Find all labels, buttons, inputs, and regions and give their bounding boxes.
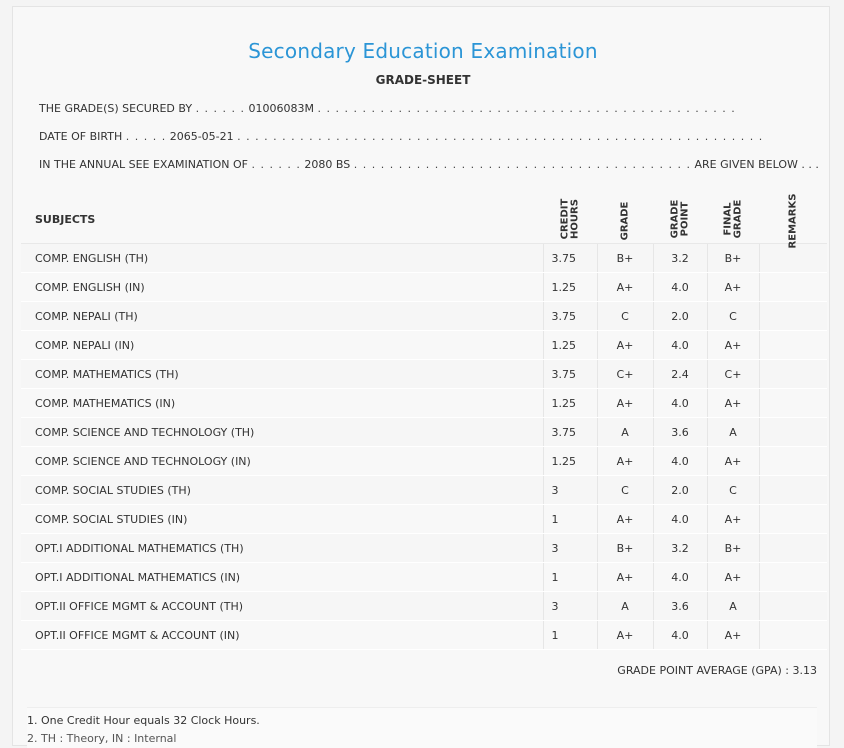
- subject-cell: COMP. SOCIAL STUDIES (TH): [21, 476, 543, 505]
- subject-cell: COMP. NEPALI (IN): [21, 331, 543, 360]
- credit-hours-cell: 1: [543, 621, 597, 650]
- final-grade-cell: C: [707, 302, 759, 331]
- secured-by-label: THE GRADE(S) SECURED BY: [39, 102, 193, 115]
- note-item: 1. One Credit Hour equals 32 Clock Hours.: [27, 714, 260, 727]
- exam-label: IN THE ANNUAL SEE EXAMINATION OF: [39, 158, 248, 171]
- final-grade-cell: A+: [707, 331, 759, 360]
- credit-hours-cell: 3: [543, 534, 597, 563]
- final-grade-cell: A+: [707, 389, 759, 418]
- credit-hours-cell: 1.25: [543, 331, 597, 360]
- final-grade-cell: A+: [707, 621, 759, 650]
- subject-cell: COMP. ENGLISH (TH): [21, 244, 543, 273]
- final-grade-cell: A: [707, 418, 759, 447]
- grade-point-cell: 4.0: [653, 389, 707, 418]
- table-row: [21, 447, 827, 476]
- remarks-cell: [759, 621, 827, 650]
- table-row: [21, 273, 827, 302]
- grade-point-cell: 4.0: [653, 447, 707, 476]
- subject-cell: COMP. SCIENCE AND TECHNOLOGY (IN): [21, 447, 543, 476]
- final-grade-cell: A+: [707, 273, 759, 302]
- table-row: [21, 244, 827, 273]
- credit-hours-cell: 1: [543, 563, 597, 592]
- grade-cell: A+: [597, 621, 653, 650]
- gpa-summary: GRADE POINT AVERAGE (GPA) : 3.13: [617, 664, 817, 677]
- grade-point-cell: 3.6: [653, 418, 707, 447]
- table-row: [21, 505, 827, 534]
- table-row: [21, 621, 827, 650]
- grades-table-wrapper: [21, 195, 827, 650]
- subject-cell: OPT.II OFFICE MGMT & ACCOUNT (IN): [21, 621, 543, 650]
- grade-cell: B+: [597, 244, 653, 273]
- grade-cell: A+: [597, 331, 653, 360]
- final-grade-cell: B+: [707, 244, 759, 273]
- subject-cell: COMP. SOCIAL STUDIES (IN): [21, 505, 543, 534]
- grade-header: GRADE: [597, 195, 653, 244]
- subject-cell: COMP. MATHEMATICS (IN): [21, 389, 543, 418]
- table-row: [21, 389, 827, 418]
- final-grade-cell: B+: [707, 534, 759, 563]
- dots: . . . . . . . . . . . . . . . . . . . . . . . . . . . . . . . . . . . . . .: [353, 158, 691, 171]
- grade-cell: C: [597, 476, 653, 505]
- remarks-cell: [759, 360, 827, 389]
- note-item: 2. TH : Theory, IN : Internal: [27, 732, 177, 745]
- dob-label: DATE OF BIRTH: [39, 130, 123, 143]
- grade-point-cell: 2.0: [653, 476, 707, 505]
- dots: . . . . .: [125, 130, 167, 143]
- remarks-cell: [759, 592, 827, 621]
- remarks-cell: [759, 505, 827, 534]
- table-row: [21, 331, 827, 360]
- credit-hours-cell: 3.75: [543, 244, 597, 273]
- secured-by-line: [39, 102, 736, 115]
- grade-sheet-heading: GRADE-SHEET: [375, 73, 471, 87]
- grade-point-cell: 2.4: [653, 360, 707, 389]
- grade-cell: A+: [597, 273, 653, 302]
- grade-cell: A+: [597, 505, 653, 534]
- grade-cell: A+: [597, 389, 653, 418]
- credit-hours-header: CREDIT HOURS: [543, 195, 597, 244]
- grade-cell: A: [597, 592, 653, 621]
- exam-suffix: ARE GIVEN BELOW . . .: [694, 158, 819, 171]
- remarks-cell: [759, 563, 827, 592]
- grade-point-cell: 4.0: [653, 505, 707, 534]
- grade-cell: C+: [597, 360, 653, 389]
- final-grade-cell: C+: [707, 360, 759, 389]
- dots: . . . . . . . . . . . . . . . . . . . . . . . . . . . . . . . . . . . . . . . . . . . . . . . . . . . . . . . . . . .: [237, 130, 764, 143]
- grade-cell: A+: [597, 563, 653, 592]
- dots: . . . . . . . . . . . . . . . . . . . . . . . . . . . . . . . . . . . . . . . . . . . . . . .: [317, 102, 736, 115]
- final-grade-cell: A: [707, 592, 759, 621]
- subject-cell: COMP. MATHEMATICS (TH): [21, 360, 543, 389]
- final-grade-cell: A+: [707, 505, 759, 534]
- credit-hours-cell: 3.75: [543, 360, 597, 389]
- final-grade-cell: C: [707, 476, 759, 505]
- table-row: [21, 563, 827, 592]
- credit-hours-cell: 3.75: [543, 418, 597, 447]
- table-row: [21, 592, 827, 621]
- grade-point-header: GRADE POINT: [653, 195, 707, 244]
- remarks-cell: [759, 273, 827, 302]
- remarks-header: REMARKS: [759, 195, 827, 244]
- notes: [27, 707, 817, 748]
- dob-line: [39, 130, 763, 143]
- credit-hours-cell: 3: [543, 476, 597, 505]
- credit-hours-cell: 1.25: [543, 447, 597, 476]
- grade-point-cell: 2.0: [653, 302, 707, 331]
- grade-point-cell: 3.6: [653, 592, 707, 621]
- grade-cell: A+: [597, 447, 653, 476]
- subject-cell: COMP. NEPALI (TH): [21, 302, 543, 331]
- subject-cell: OPT.I ADDITIONAL MATHEMATICS (TH): [21, 534, 543, 563]
- grade-cell: C: [597, 302, 653, 331]
- remarks-cell: [759, 447, 827, 476]
- remarks-cell: [759, 389, 827, 418]
- credit-hours-cell: 3.75: [543, 302, 597, 331]
- grade-point-cell: 4.0: [653, 563, 707, 592]
- grade-cell: B+: [597, 534, 653, 563]
- credit-hours-cell: 1.25: [543, 273, 597, 302]
- table-row: [21, 302, 827, 331]
- remarks-cell: [759, 534, 827, 563]
- final-grade-cell: A+: [707, 447, 759, 476]
- final-grade-cell: A+: [707, 563, 759, 592]
- dots: . . . . . .: [251, 158, 301, 171]
- table-row: [21, 476, 827, 505]
- remarks-cell: [759, 302, 827, 331]
- symbol-number: 01006083M: [248, 102, 315, 115]
- exam-year: 2080 BS: [304, 158, 351, 171]
- table-row: [21, 360, 827, 389]
- final-grade-header: FINAL GRADE: [707, 195, 759, 244]
- dots: . . . . . .: [195, 102, 246, 115]
- remarks-cell: [759, 418, 827, 447]
- table-row: [21, 418, 827, 447]
- credit-hours-cell: 3: [543, 592, 597, 621]
- grade-point-cell: 3.2: [653, 244, 707, 273]
- grade-point-cell: 3.2: [653, 534, 707, 563]
- page-title: Secondary Education Examination: [248, 39, 598, 63]
- credit-hours-cell: 1.25: [543, 389, 597, 418]
- grades-table: [21, 195, 827, 650]
- subject-cell: COMP. ENGLISH (IN): [21, 273, 543, 302]
- subject-cell: COMP. SCIENCE AND TECHNOLOGY (TH): [21, 418, 543, 447]
- grade-cell: A: [597, 418, 653, 447]
- credit-hours-cell: 1: [543, 505, 597, 534]
- table-header-row: [21, 195, 827, 244]
- dob-value: 2065-05-21: [169, 130, 234, 143]
- grade-point-cell: 4.0: [653, 331, 707, 360]
- grade-point-cell: 4.0: [653, 621, 707, 650]
- subject-cell: OPT.I ADDITIONAL MATHEMATICS (IN): [21, 563, 543, 592]
- grade-point-cell: 4.0: [653, 273, 707, 302]
- table-row: [21, 534, 827, 563]
- grade-sheet: [12, 6, 830, 746]
- subjects-header: SUBJECTS: [21, 195, 543, 244]
- subject-cell: OPT.II OFFICE MGMT & ACCOUNT (TH): [21, 592, 543, 621]
- exam-line: [39, 158, 819, 171]
- remarks-cell: [759, 331, 827, 360]
- remarks-cell: [759, 476, 827, 505]
